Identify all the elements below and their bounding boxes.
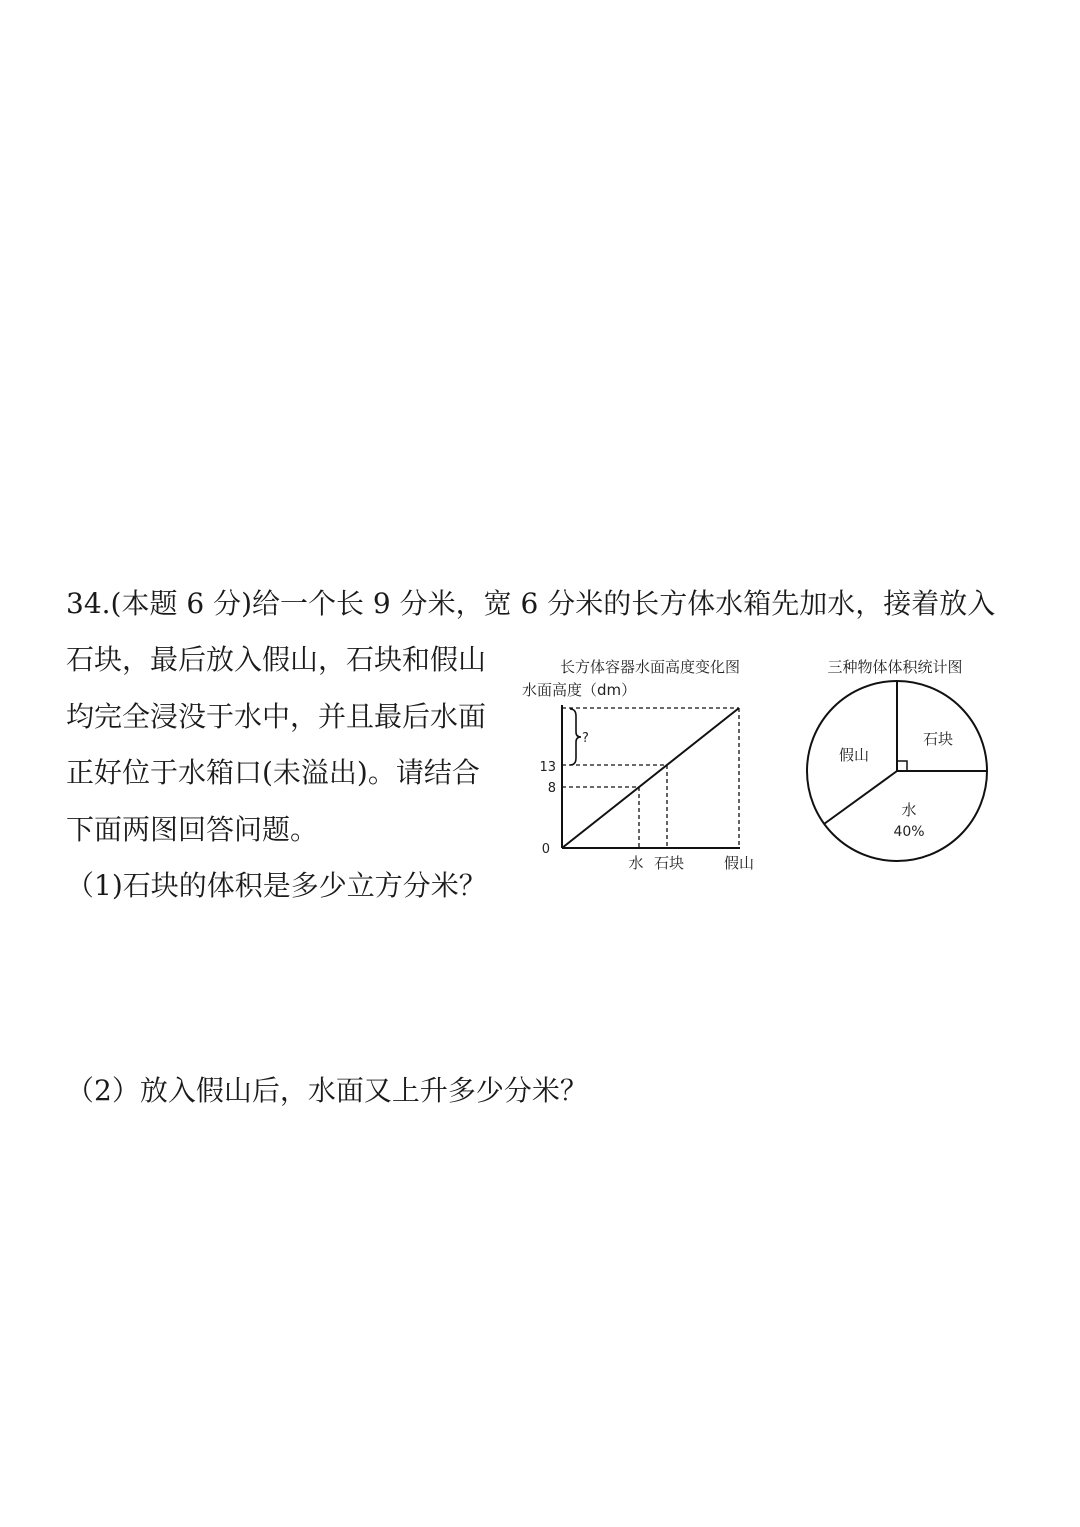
y-tick-0: 0 (541, 842, 550, 857)
pie-divider-lower-left (824, 771, 897, 824)
slice-label-stone: 石块 (922, 730, 954, 748)
volume-pie-chart-title: 三种物体体积统计图 (827, 658, 963, 676)
water-level-series-line (562, 708, 739, 848)
volume-pie-chart (800, 650, 1000, 875)
y-tick-8: 8 (547, 781, 556, 796)
y-tick-13: 13 (539, 760, 556, 775)
slice-label-water: 水 (901, 801, 917, 819)
question-intro-line-2: 石块，最后放入假山，石块和假山 (66, 643, 487, 676)
water-level-chart-title: 长方体容器水面高度变化图 (559, 658, 741, 676)
water-level-chart-ylabel: 水面高度（dm） (522, 681, 637, 699)
slice-label-rockery: 假山 (838, 746, 870, 764)
sub-question-1: （1)石块的体积是多少立方分米？ (66, 869, 487, 902)
question-intro-line-1: 34.(本题 6 分)给一个长 9 分米，宽 6 分米的长方体水箱先加水，接着放入 (66, 587, 996, 620)
sub-question-2: （2）放入假山后，水面又上升多少分米？ (66, 1074, 588, 1107)
x-label-rockery: 假山 (723, 854, 755, 872)
brace-question-mark: ? (582, 731, 589, 746)
height-brace (570, 709, 581, 765)
right-angle-marker (897, 761, 907, 771)
question-intro-line-5: 下面两图回答问题。 (66, 813, 319, 846)
slice-value-water: 40% (893, 824, 925, 840)
question-intro-line-3: 均完全浸没于水中，并且最后水面 (66, 700, 487, 733)
question-intro-line-4: 正好位于水箱口(未溢出)。请结合 (66, 756, 480, 789)
x-label-water: 水 (628, 854, 644, 872)
water-level-chart (520, 650, 790, 875)
x-label-stone: 石块 (653, 854, 685, 872)
